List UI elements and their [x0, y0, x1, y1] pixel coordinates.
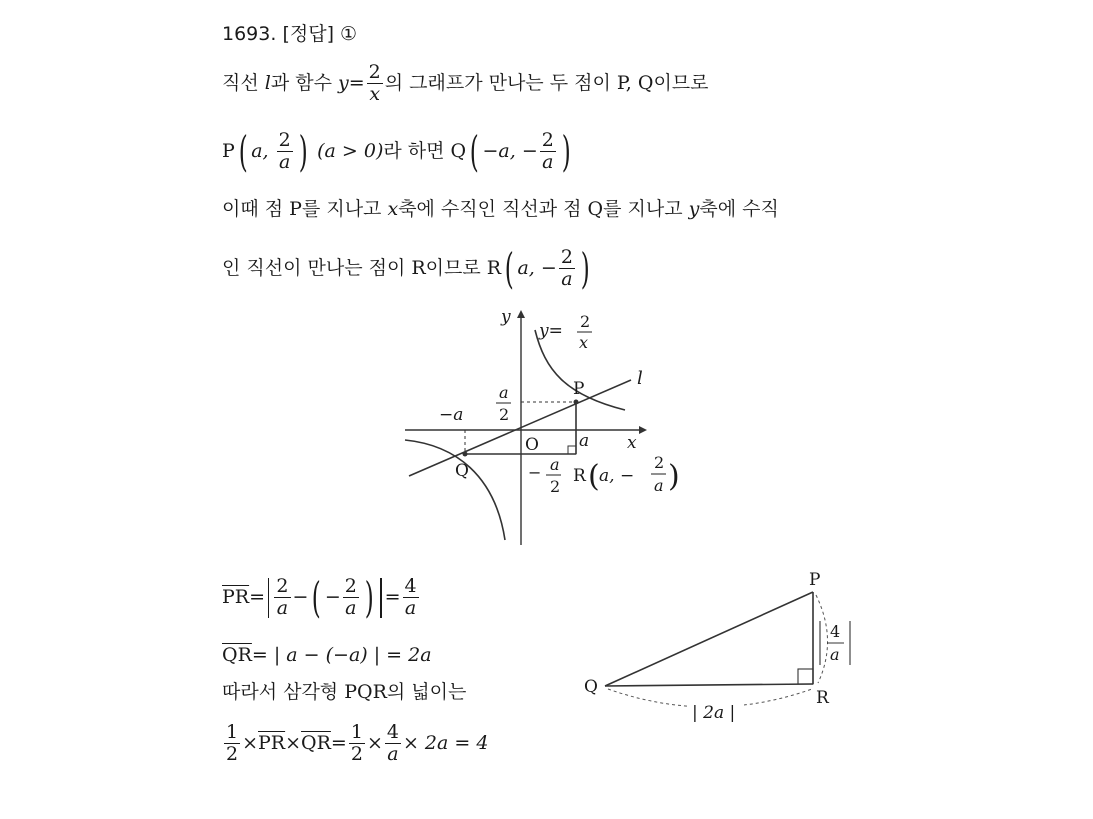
graph-neg-a2-sign: − [528, 463, 542, 482]
graph-r-num: 2 [654, 453, 665, 472]
graph-neg-a-label: −a [439, 405, 464, 425]
point-p [574, 400, 579, 405]
graph-r-lparen: ( [588, 459, 600, 494]
qr-expression: = | a − (−a) | = 2a [251, 644, 432, 666]
right-angle-mark [568, 446, 576, 454]
line3-text-a: 이때 점 [222, 198, 284, 220]
line1-text-a: 직선 [222, 72, 259, 94]
area-text-line [222, 680, 466, 704]
curve-label-y: y= [539, 321, 563, 341]
line4-text-b: 이므로 [425, 257, 481, 279]
line4-r: R [411, 257, 426, 279]
points-pq: P, Q [616, 72, 654, 94]
point-p-label: P [222, 140, 235, 162]
problem-number: 1693. [222, 23, 277, 45]
tri-p-label: P [809, 570, 821, 590]
line1-text-b: 과 함수 [270, 72, 332, 94]
fraction-r: $\frac{2}{a}$ [560, 246, 573, 290]
pr-eq-2: = [384, 586, 401, 608]
graph-r-den: a [654, 476, 664, 495]
tri-r-label: R [816, 688, 829, 708]
condition-a-positive: (a > 0) [317, 140, 384, 162]
line2-text-b: 라 하면 [383, 140, 445, 162]
r-coord-a: a, [517, 257, 535, 279]
graph-a2-den: 2 [499, 405, 510, 424]
area-tail: × 2a = 4 [402, 732, 489, 754]
line3-p: P [289, 198, 302, 220]
tri-vertical-brace [816, 595, 828, 683]
triangle-pqr [580, 565, 870, 735]
line3-y: y [688, 198, 700, 220]
curve-label-num: 2 [580, 312, 591, 331]
area-pr: $\overline{PR}$ [258, 732, 286, 754]
answer-mark: ① [340, 23, 358, 45]
p-coord-a: a, [251, 140, 269, 162]
problem-header [222, 22, 357, 46]
line1-text-c: 의 그래프가 만나는 두 점이 [384, 72, 611, 94]
graph-q-label: Q [455, 461, 469, 481]
line3-text-e: 축에 수직 [699, 198, 779, 220]
area-formula: $\frac{1}{2}$ $\times\overline{PR}\times\overline{QR}=$ $\frac{1}{2}$ × $\frac{4}{a}$ × 2a = 4 [226, 721, 489, 765]
graph-p-label: P [573, 379, 585, 399]
y-equals: y= [338, 72, 365, 94]
pr-eq-1: = [249, 586, 266, 608]
graph-neg-a2-num: a [550, 455, 560, 474]
pr-frac-result: $\frac{4}{a}$ [404, 575, 417, 619]
line3-q: Q [587, 198, 604, 220]
fraction-2-over-x: $\frac{2}{x}$ [368, 61, 381, 105]
graph-neg-a2-den: 2 [550, 477, 561, 496]
hyperbola-branch-2 [405, 440, 505, 540]
line4-text-a: 인 직선이 만나는 점이 [222, 257, 406, 279]
graph-r-label: R [573, 466, 586, 486]
line-l-label: l [637, 368, 643, 389]
line1-text-d: 이므로 [653, 72, 709, 94]
area-text-b: 의 넓이는 [386, 681, 467, 703]
area-qr: $\overline{QR}$ [301, 732, 331, 754]
tri-horiz-label: | 2a | [692, 703, 736, 723]
r-minus: − [540, 257, 557, 279]
pr-inner-minus: − [324, 586, 341, 608]
q-coord-neg-a: −a, [482, 140, 516, 162]
text-line-3 [222, 197, 779, 221]
graph-r-rparen: ) [668, 459, 680, 494]
text-line-4: 인 직선이 만나는 점이 R이므로 R( a, − $\frac{2}{a}$ ) [222, 243, 590, 293]
text-line-1 [222, 62, 709, 105]
pr-overline-label: $\overline{PR}$ [222, 586, 250, 608]
tri-side-qp [605, 592, 813, 686]
line-l-symbol: l [264, 72, 271, 94]
fraction-2-over-a: $\frac{2}{a}$ [278, 129, 291, 173]
minus-sign: − [521, 140, 538, 162]
point-q [463, 452, 468, 457]
answer-label: [정답] [282, 23, 334, 45]
tri-vert-num: 4 [830, 622, 841, 641]
area-text-a: 따라서 삼각형 [222, 681, 339, 703]
pr-equation: $\overline{PR}=$ $\frac{2}{a}$ −( − $\frac{2}{a}$ ) = $\frac{4}{a}$ [222, 572, 417, 622]
line3-text-b: 를 지나고 [301, 198, 382, 220]
text-line-2: P( a, $\frac{2}{a}$ ) (a > 0)라 하면 Q( −a, − $\frac{2}{a}$ ) [222, 126, 571, 176]
fraction-2-over-a-neg: $\frac{2}{a}$ [541, 129, 554, 173]
graph-a-label: a [579, 431, 590, 451]
line3-text-d: 를 지나고 [603, 198, 683, 220]
area-four-over-a: $\frac{4}{a}$ [386, 721, 399, 765]
pr-frac-2: $\frac{2}{a}$ [344, 575, 357, 619]
hyperbola-graph [395, 300, 695, 550]
qr-equation [222, 643, 432, 667]
x-axis-label: x [627, 433, 637, 453]
pr-frac-1: $\frac{2}{a}$ [276, 575, 289, 619]
point-r-label: R [486, 257, 502, 279]
qr-overline-label: $\overline{QR}$ [222, 644, 252, 666]
tri-q-label: Q [584, 677, 598, 697]
graph-a2-num: a [499, 383, 509, 402]
y-axis-label: y [501, 307, 511, 327]
tri-vert-den: a [830, 645, 840, 664]
x-axis-arrow [639, 426, 647, 434]
graph-r-coord: a, − [599, 466, 635, 486]
area-half-1: $\frac{1}{2}$ [226, 721, 239, 765]
tri-side-qr [605, 684, 813, 686]
area-half-2: $\frac{1}{2}$ [350, 721, 363, 765]
graph-origin-label: O [525, 435, 539, 455]
line3-text-c: 축에 수직인 직선과 점 [398, 198, 582, 220]
tri-right-angle [798, 669, 813, 684]
pr-minus: − [292, 586, 309, 608]
y-axis-arrow [517, 310, 525, 318]
line3-x: x [387, 198, 399, 220]
area-pqr: PQR [344, 681, 387, 703]
point-q-label: Q [450, 140, 467, 162]
curve-label-den: x [579, 333, 589, 352]
